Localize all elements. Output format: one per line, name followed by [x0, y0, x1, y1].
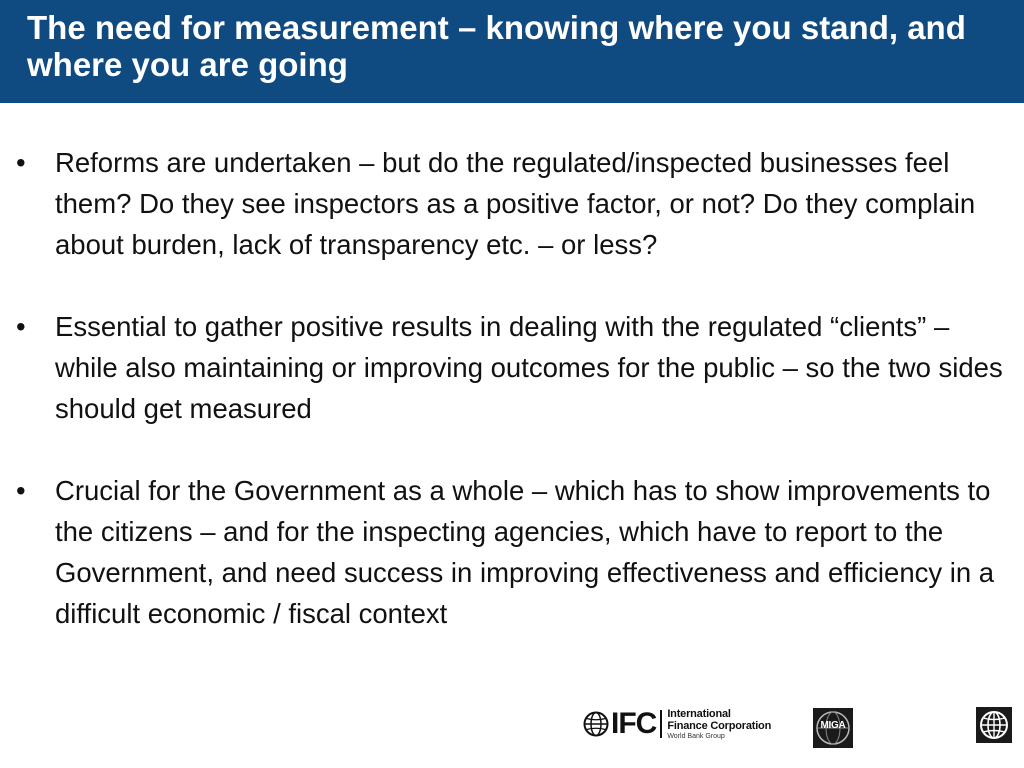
miga-logo [813, 708, 853, 748]
bullet-text: Reforms are undertaken – but do the regulated/inspected businesses feel them? Do they see inspectors as a positive factor, or not? Do they complain about burden, lack of transparency etc. – or less? [55, 147, 976, 260]
bullet-marker: • [16, 147, 26, 178]
bullet-text: Essential to gather positive results in dealing with the regulated “clients” – while also maintaining or improving outcomes for the public – so the two sides should get measured [55, 311, 1003, 424]
title-bar [0, 0, 1024, 103]
ifc-logo [583, 708, 771, 740]
globe-icon [976, 707, 1012, 743]
ifc-line1: International [667, 707, 731, 720]
footer-logos [0, 700, 1024, 760]
bullet-item [0, 470, 1024, 634]
bullet-list [0, 142, 1024, 675]
ifc-globe-icon [583, 711, 609, 737]
ifc-wordmark [667, 708, 771, 741]
slide-title: The need for measurement – knowing where you stand, and where you are going [27, 9, 966, 83]
bullet-marker: • [16, 475, 26, 506]
bullet-marker: • [16, 311, 26, 342]
miga-letters: MIGA [820, 720, 846, 731]
bullet-text: Crucial for the Government as a whole – which has to show improvements to the citizens – and for the inspecting agencies, which have to report to the Government, and need success in improving effectiveness and efficiency in a difficult economic / fiscal context [55, 475, 995, 629]
ifc-letters: IFC [611, 707, 657, 740]
ifc-line3: World Bank Group [667, 732, 725, 740]
ifc-line2: Finance Corporation [667, 719, 772, 732]
ifc-divider [660, 710, 662, 738]
bullet-item [0, 142, 1024, 265]
bullet-item [0, 306, 1024, 429]
